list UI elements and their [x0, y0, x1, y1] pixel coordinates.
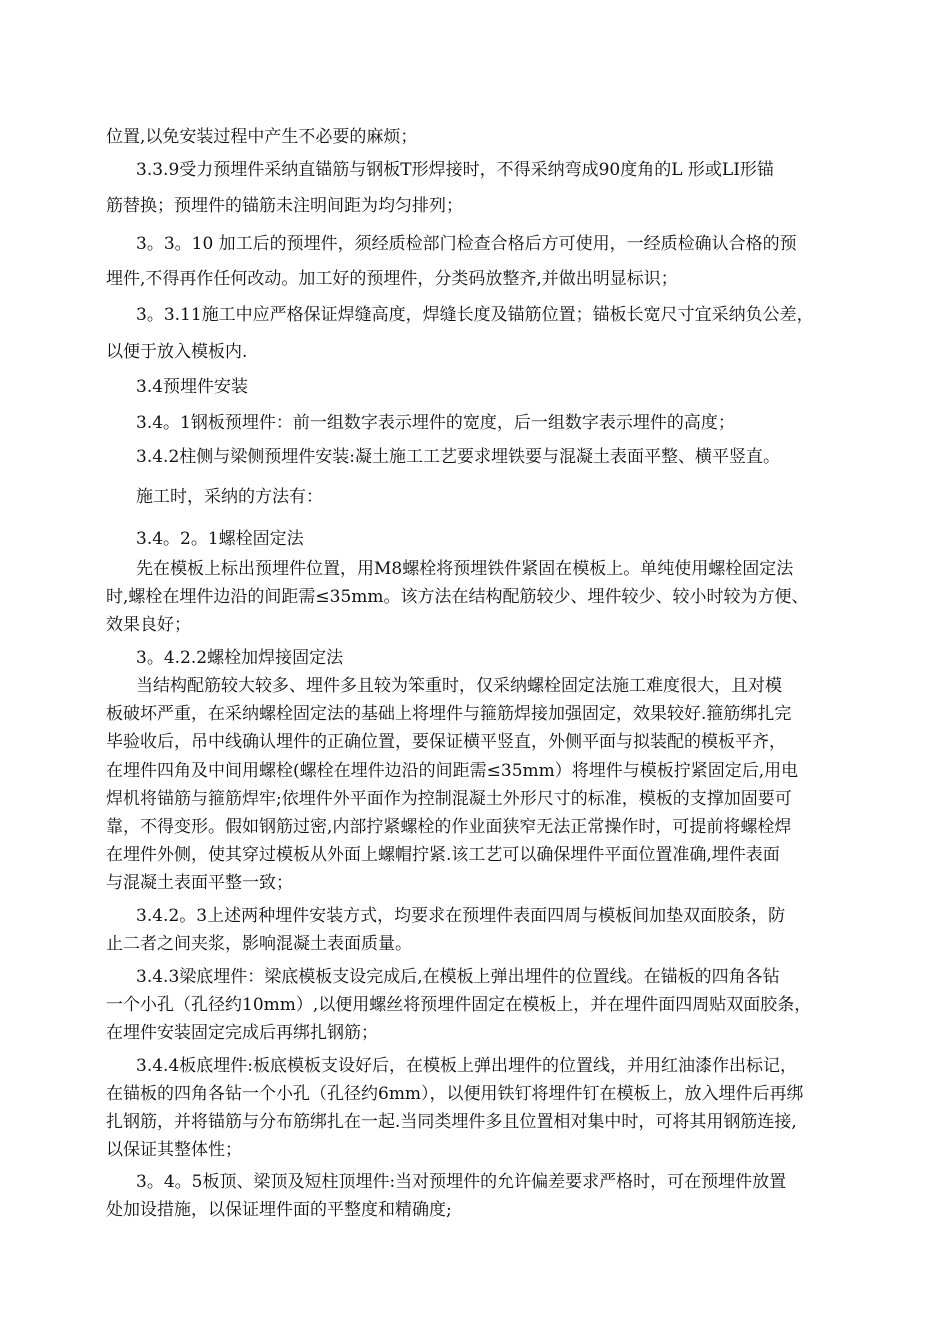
text-line: 在埋件安装固定完成后再绑扎钢筋； [106, 1023, 378, 1043]
text-line: 一个小孔（孔径约10mm）,以便用螺丝将预埋件固定在模板上，并在埋件面四周贴双面胶条， [106, 995, 812, 1015]
text-line: 以保证其整体性； [106, 1140, 242, 1160]
text-line: 先在模板上标出预埋件位置，用M8螺栓将预埋铁件紧固在模板上。单纯使用螺栓固定法 [136, 559, 794, 579]
text-line: 效果良好； [106, 615, 191, 635]
subsection-heading: 3。4.2.2螺栓加焊接固定法 [136, 648, 344, 668]
subsection-heading: 3.4。2。1螺栓固定法 [136, 529, 304, 549]
text-line: 以便于放入模板内. [106, 342, 248, 362]
text-line: 扎钢筋，并将锚筋与分布筋绑扎在一起.当同类埋件多且位置相对集中时，可将其用钢筋连接, [106, 1112, 797, 1132]
text-line: 焊机将锚筋与箍筋焊牢;依埋件外平面作为控制混凝土外形尺寸的标准，模板的支撑加固要可 [106, 789, 792, 809]
text-line: 时,螺栓在埋件边沿的间距需≤35mm。该方法在结构配筋较少、埋件较少、较小时较为方便、 [106, 587, 809, 607]
text-line: 板破坏严重，在采纳螺栓固定法的基础上将埋件与箍筋焊接加强固定，效果较好.箍筋绑扎完 [106, 704, 792, 724]
text-line: 施工时，采纳的方法有： [136, 487, 323, 507]
text-line: 位置,以免安装过程中产生不必要的麻烦； [106, 127, 418, 147]
text-line: 在锚板的四角各钻一个小孔（孔径约6mm），以便用铁钉将埋件钉在模板上，放入埋件后再绑 [106, 1084, 804, 1104]
text-line: 筋替换；预埋件的锚筋未注明间距为均匀排列； [106, 196, 463, 216]
text-line: 3。4。5板顶、梁顶及短柱顶埋件:当对预埋件的允许偏差要求严格时，可在预埋件放置 [136, 1172, 787, 1192]
text-line: 3.4.2柱侧与梁侧预埋件安装:凝土施工工艺要求埋铁要与混凝土表面平整、横平竖直。 [136, 447, 780, 467]
text-line: 3.4.4板底埋件:板底模板支设好后，在模板上弹出埋件的位置线，并用红油漆作出标记， [136, 1056, 797, 1076]
text-line: 与混凝土表面平整一致； [106, 873, 293, 893]
text-line: 3。3.11施工中应严格保证焊缝高度，焊缝长度及锚筋位置；锚板长宽尺寸宜采纳负公差， [136, 305, 814, 325]
section-heading: 3.4预埋件安装 [136, 377, 249, 397]
text-line: 止二者之间夹浆，影响混凝土表面质量。 [106, 934, 412, 954]
text-line: 在埋件四角及中间用螺栓(螺栓在埋件边沿的间距需≤35mm）将埋件与模板拧紧固定后,用电 [106, 761, 799, 781]
text-line: 3。3。10 加工后的预埋件，须经质检部门检查合格后方可使用，一经质检确认合格的预 [136, 234, 797, 254]
text-line: 3.4.3梁底埋件：梁底模板支设完成后,在模板上弹出埋件的位置线。在锚板的四角各钻 [136, 967, 780, 987]
text-line: 当结构配筋较大较多、埋件多且较为笨重时，仅采纳螺栓固定法施工难度很大，且对模 [136, 676, 782, 696]
text-line: 埋件,不得再作任何改动。加工好的预埋件，分类码放整齐,并做出明显标识； [106, 269, 678, 289]
text-line: 在埋件外侧，使其穿过模板从外面上螺帽拧紧.该工艺可以确保埋件平面位置准确,埋件表面 [106, 845, 780, 865]
text-line: 处加设措施，以保证埋件面的平整度和精确度; [106, 1200, 452, 1220]
text-line: 毕验收后，吊中线确认埋件的正确位置，要保证横平竖直，外侧平面与拟装配的模板平齐， [106, 732, 786, 752]
text-line: 3.3.9受力预埋件采纳直锚筋与钢板T形焊接时，不得采纳弯成90度角的L 形或LI形锚 [136, 160, 774, 180]
text-line: 3.4.2。3上述两种埋件安装方式，均要求在预埋件表面四周与模板间加垫双面胶条，防 [136, 906, 786, 926]
text-line: 3.4。1钢板预埋件：前一组数字表示埋件的宽度，后一组数字表示埋件的高度； [136, 413, 735, 433]
text-line: 靠，不得变形。假如钢筋过密,内部拧紧螺栓的作业面狭窄无法正常操作时，可提前将螺栓焊 [106, 817, 792, 837]
